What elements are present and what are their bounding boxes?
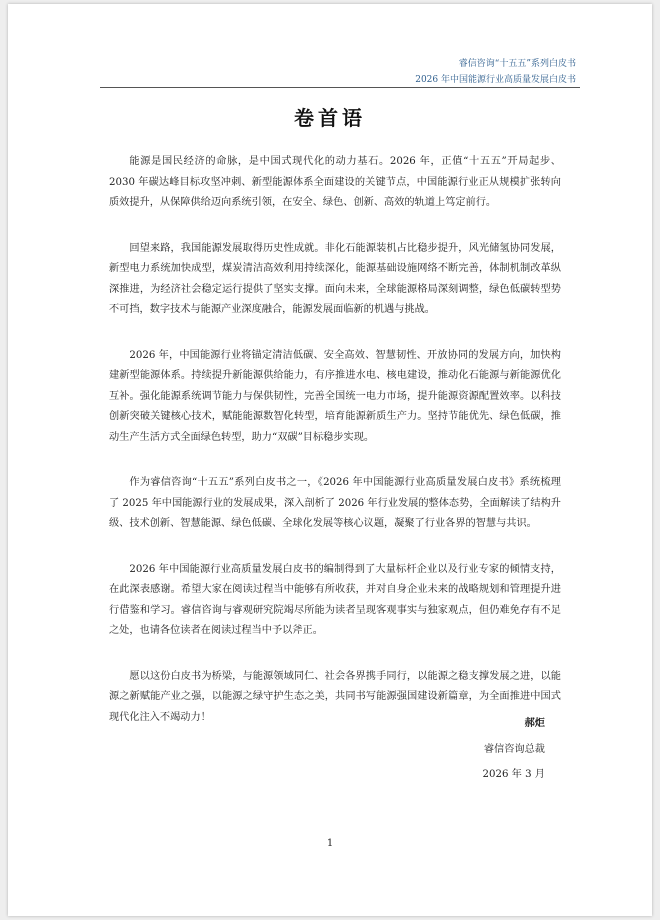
paragraph-1: 能源是国民经济的命脉，是中国式现代化的动力基石。2026 年，正值“十五五”开局起步、2030 年碳达峰目标攻坚冲刺、新型能源体系全面建设的关键节点，中国能源行业正从规模扩张转向质效提升，从保障供给迈向系统引领，在安全、绿色、创新、高效的轨道上笃定前行。 [109, 156, 561, 208]
signature-name: 郝炬 [524, 717, 545, 729]
body-text [109, 152, 561, 753]
paragraph-3: 2026 年，中国能源行业将锚定清洁低碳、安全高效、智慧韧性、开放协同的发展方向，加快构建新型能源体系。持续提升新能源供给能力，有序推进水电、核电建设，推动化石能源与新能源优化互补。强化能源系统调节能力与保供韧性，完善全国统一电力市场，提升能源资源配置效率。以科技创新突破关键核心技术，赋能能源数智化转型，培育能源新质生产力。坚持节能优先、绿色低碳，推动生产生活方式全面绿色转型，助力“双碳”目标稳步实现。 [109, 349, 561, 443]
page-title: 卷首语 [294, 106, 366, 130]
paragraph-4: 作为睿信咨询“十五五”系列白皮书之一，《2026 年中国能源行业高质量发展白皮书》系统梳理了 2025 年中国能源行业的发展成果，深入剖析了 2026 年行业发展的整体态势，全面解读了结构升级、技术创新、智慧能源、绿色低碳、全球化发展等核心议题，凝聚了行业各界的智慧与共识。 [109, 477, 561, 529]
header-book-title: 2026 年中国能源行业高质量发展白皮书 [415, 75, 576, 85]
paragraph-2: 回望来路，我国能源发展取得历史性成就。非化石能源装机占比稳步提升，风光储氢协同发展，新型电力系统加快成型，煤炭清洁高效利用持续深化，能源基础设施网络不断完善，体制机制改革纵深推进，为经济社会稳定运行提供了坚实支撑。面向未来，全球能源格局深刻调整，绿色低碳转型势不可挡，数字技术与能源产业深度融合，能源发展面临新的机遇与挑战。 [109, 242, 561, 315]
header-series-title: 睿信咨询“十五五”系列白皮书 [458, 59, 576, 69]
paragraph-6: 愿以这份白皮书为桥梁，与能源领域同仁、社会各界携手同行，以能源之稳支撑发展之进，以能源之新赋能产业之强，以能源之绿守护生态之美，共同书写能源强国建设新篇章，为全面推进中国式现代化注入不竭动力！ [109, 670, 561, 723]
signature-date: 2026 年 3 月 [482, 769, 545, 780]
signature-role: 睿信咨询总裁 [483, 744, 545, 755]
header-rule [100, 87, 580, 88]
document-page [8, 4, 652, 916]
page-number: 1 [326, 838, 334, 849]
paragraph-5: 2026 年中国能源行业高质量发展白皮书的编制得到了大量标杆企业以及行业专家的倾情支持，在此深表感谢。希望大家在阅读过程当中能够有所收获，并对自身企业未来的战略规划和管理提升进行借鉴和学习。睿信咨询与睿观研究院竭尽所能为读者呈现客观事实与独家观点，但仍难免存有不足之处，也请各位读者在阅读过程当中予以斧正。 [109, 563, 561, 636]
